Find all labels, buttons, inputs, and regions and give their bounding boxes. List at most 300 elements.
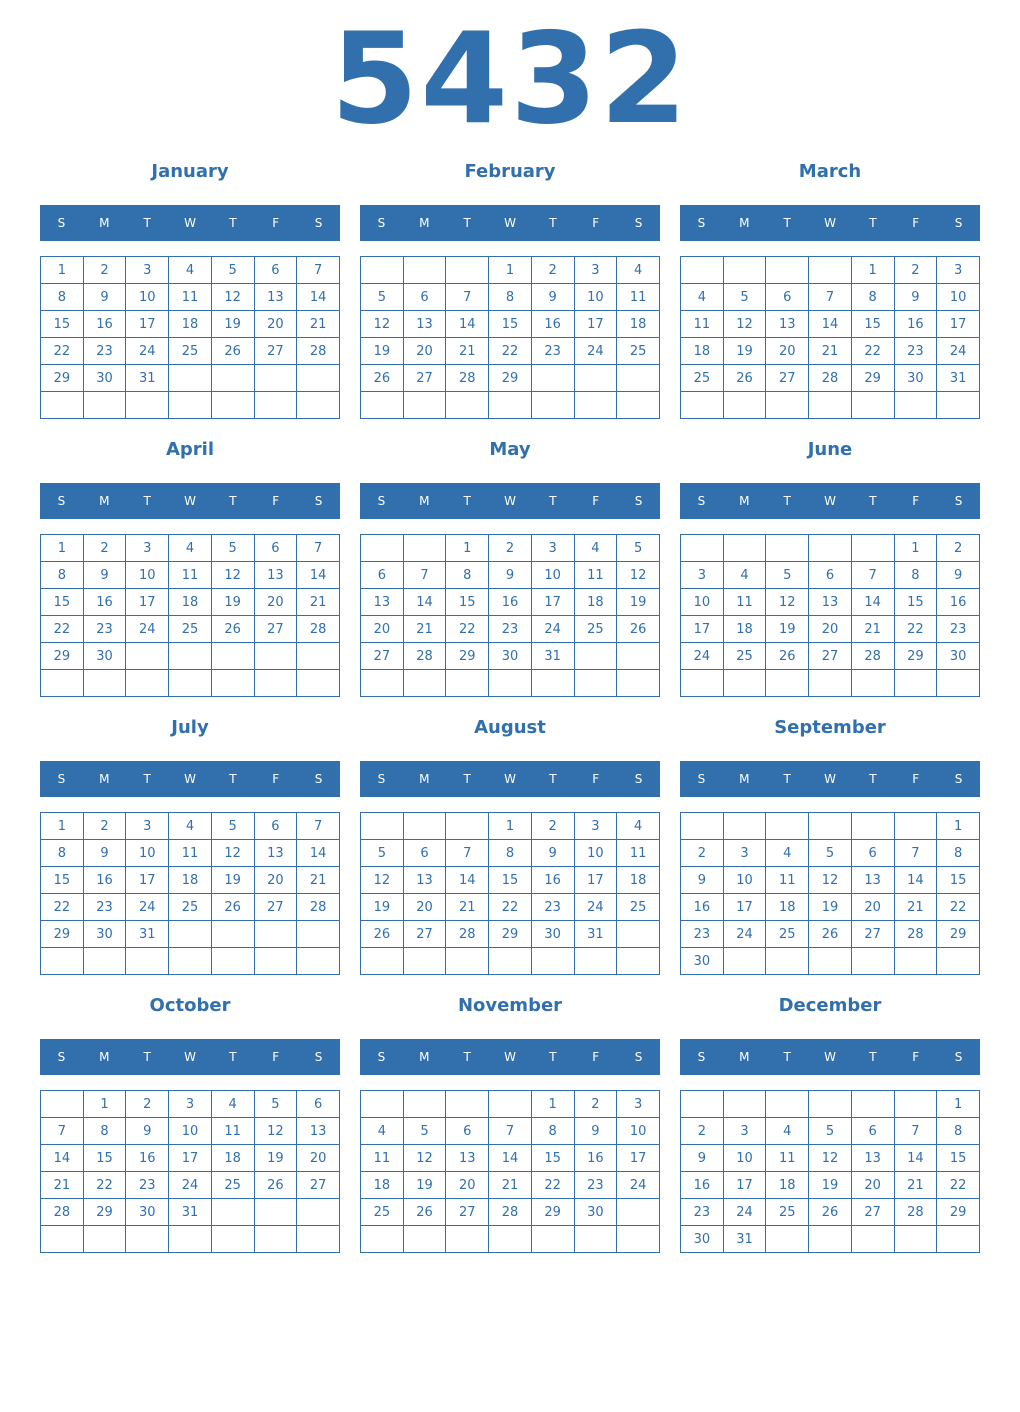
day-cell: 12 [254, 1118, 297, 1145]
weekday-label: T [783, 494, 791, 508]
day-cell [766, 948, 809, 975]
weekday-label: T [229, 772, 237, 786]
day-cell: 3 [126, 257, 169, 284]
day-cell: 6 [809, 562, 852, 589]
weekday-label: W [504, 216, 516, 230]
day-cell: 12 [617, 562, 660, 589]
week-row [681, 948, 980, 975]
day-cell [766, 257, 809, 284]
day-cell: 7 [446, 840, 489, 867]
day-cell: 24 [169, 1172, 212, 1199]
week-row [41, 338, 340, 365]
day-cell: 30 [937, 643, 980, 670]
day-cell: 20 [851, 1172, 894, 1199]
weekday-label: S [697, 1050, 706, 1064]
day-cell: 29 [937, 921, 980, 948]
day-cell [766, 535, 809, 562]
day-cell: 8 [937, 840, 980, 867]
day-cell: 7 [297, 257, 340, 284]
day-cell [617, 365, 660, 392]
weekday-label: T [463, 772, 471, 786]
year-title: 5432 [330, 5, 690, 152]
day-cell: 13 [403, 311, 446, 338]
day-cell [894, 670, 937, 697]
day-cell: 31 [574, 921, 617, 948]
weekday-label: W [824, 1050, 836, 1064]
week-row [681, 392, 980, 419]
day-cell: 26 [403, 1199, 446, 1226]
weekday-label: T [549, 1050, 557, 1064]
day-cell [297, 643, 340, 670]
day-cell [361, 1226, 404, 1253]
day-cell: 26 [723, 365, 766, 392]
day-cell: 31 [723, 1226, 766, 1253]
day-cell: 25 [169, 338, 212, 365]
day-cell: 23 [574, 1172, 617, 1199]
day-cell: 14 [297, 840, 340, 867]
weekday-label: S [954, 494, 963, 508]
weekday-label: S [377, 494, 386, 508]
week-row [681, 670, 980, 697]
weekday-label: M [419, 772, 430, 786]
day-cell: 16 [83, 867, 126, 894]
day-cell: 7 [41, 1118, 84, 1145]
weekday-header [40, 483, 340, 519]
day-cell: 13 [766, 311, 809, 338]
week-row [41, 1118, 340, 1145]
day-cell: 13 [809, 589, 852, 616]
day-cell: 11 [766, 867, 809, 894]
day-cell: 18 [617, 867, 660, 894]
day-cell [41, 1091, 84, 1118]
day-cell: 18 [766, 1172, 809, 1199]
day-cell: 9 [489, 562, 532, 589]
day-cell [574, 392, 617, 419]
weekday-label: T [463, 1050, 471, 1064]
day-cell: 30 [531, 921, 574, 948]
week-row [41, 894, 340, 921]
day-cell [446, 257, 489, 284]
week-row [361, 284, 660, 311]
day-cell: 23 [126, 1172, 169, 1199]
day-cell: 27 [766, 365, 809, 392]
day-cell: 18 [361, 1172, 404, 1199]
day-cell: 13 [254, 562, 297, 589]
day-cell: 7 [403, 562, 446, 589]
day-cell [617, 670, 660, 697]
day-cell: 28 [446, 365, 489, 392]
day-cell: 22 [83, 1172, 126, 1199]
week-row [361, 894, 660, 921]
day-cell [297, 921, 340, 948]
day-cell: 17 [531, 589, 574, 616]
day-cell [254, 365, 297, 392]
day-cell: 3 [681, 562, 724, 589]
week-row [41, 948, 340, 975]
day-cell: 10 [723, 1145, 766, 1172]
day-cell: 25 [211, 1172, 254, 1199]
day-cell: 2 [83, 257, 126, 284]
day-cell [126, 670, 169, 697]
weekday-label: T [549, 494, 557, 508]
day-cell [574, 643, 617, 670]
day-cell: 25 [617, 894, 660, 921]
week-row [41, 1091, 340, 1118]
month-name: May [489, 439, 531, 460]
day-cell: 17 [126, 867, 169, 894]
day-cell: 18 [169, 867, 212, 894]
day-cell: 13 [254, 284, 297, 311]
weekday-label: S [57, 772, 66, 786]
week-row [681, 257, 980, 284]
week-row [361, 921, 660, 948]
weekday-header [360, 1039, 660, 1075]
day-cell: 24 [126, 894, 169, 921]
weekday-label: F [592, 494, 600, 508]
day-cell: 29 [446, 643, 489, 670]
weekday-header [40, 205, 340, 241]
day-cell: 20 [851, 894, 894, 921]
weekday-label: T [869, 1050, 877, 1064]
week-row [41, 1199, 340, 1226]
day-cell: 15 [851, 311, 894, 338]
day-cell: 10 [126, 284, 169, 311]
day-cell: 18 [766, 894, 809, 921]
day-cell: 28 [894, 921, 937, 948]
day-cell [297, 670, 340, 697]
day-cell: 13 [851, 1145, 894, 1172]
day-cell: 4 [681, 284, 724, 311]
day-cell: 30 [126, 1199, 169, 1226]
day-cell [254, 921, 297, 948]
day-grid [360, 812, 660, 975]
day-cell: 6 [254, 813, 297, 840]
week-row [361, 365, 660, 392]
day-cell: 21 [297, 867, 340, 894]
weekday-label: F [912, 494, 920, 508]
day-cell [851, 1226, 894, 1253]
day-cell: 29 [531, 1199, 574, 1226]
day-cell: 28 [446, 921, 489, 948]
day-cell [83, 948, 126, 975]
day-cell: 19 [809, 894, 852, 921]
day-cell [681, 670, 724, 697]
weekday-label: M [99, 216, 110, 230]
day-cell: 28 [297, 894, 340, 921]
weekday-label: T [143, 772, 151, 786]
day-cell: 23 [894, 338, 937, 365]
day-cell [851, 948, 894, 975]
day-cell: 26 [766, 643, 809, 670]
day-cell: 14 [489, 1145, 532, 1172]
week-row [681, 643, 980, 670]
weekday-label: S [314, 494, 323, 508]
day-cell [851, 670, 894, 697]
week-row [681, 840, 980, 867]
day-cell: 24 [574, 338, 617, 365]
day-cell: 15 [531, 1145, 574, 1172]
day-cell [489, 948, 532, 975]
day-cell: 10 [574, 284, 617, 311]
day-cell: 30 [894, 365, 937, 392]
day-cell: 20 [766, 338, 809, 365]
day-cell: 30 [574, 1199, 617, 1226]
day-cell: 19 [723, 338, 766, 365]
weekday-label: F [272, 772, 280, 786]
day-cell: 17 [574, 867, 617, 894]
day-cell: 16 [531, 311, 574, 338]
day-grid [360, 534, 660, 697]
day-cell [403, 1226, 446, 1253]
day-cell: 3 [723, 1118, 766, 1145]
week-row [41, 840, 340, 867]
day-cell: 14 [297, 284, 340, 311]
day-cell: 14 [851, 589, 894, 616]
day-cell: 17 [126, 311, 169, 338]
week-row [681, 1172, 980, 1199]
weekday-label: M [739, 216, 750, 230]
day-cell: 26 [809, 1199, 852, 1226]
day-cell [937, 392, 980, 419]
day-cell: 1 [489, 257, 532, 284]
week-row [41, 670, 340, 697]
week-row [41, 867, 340, 894]
day-cell: 9 [126, 1118, 169, 1145]
day-cell: 9 [531, 840, 574, 867]
day-cell: 16 [83, 589, 126, 616]
weekday-label: S [697, 772, 706, 786]
day-cell: 11 [617, 840, 660, 867]
weekday-label: M [419, 1050, 430, 1064]
day-cell: 14 [297, 562, 340, 589]
day-cell: 7 [446, 284, 489, 311]
day-cell: 26 [254, 1172, 297, 1199]
day-cell: 28 [403, 643, 446, 670]
day-cell: 3 [126, 813, 169, 840]
weekday-label: S [954, 1050, 963, 1064]
day-cell: 17 [937, 311, 980, 338]
day-cell: 25 [169, 894, 212, 921]
day-cell: 8 [41, 840, 84, 867]
day-cell: 30 [83, 921, 126, 948]
day-cell [531, 670, 574, 697]
day-cell [894, 1226, 937, 1253]
day-cell: 11 [169, 562, 212, 589]
day-cell: 9 [83, 562, 126, 589]
day-cell [41, 670, 84, 697]
day-cell: 7 [894, 1118, 937, 1145]
day-cell [489, 392, 532, 419]
day-cell: 30 [681, 1226, 724, 1253]
month-name: October [149, 995, 231, 1016]
day-cell [851, 1091, 894, 1118]
day-cell: 4 [723, 562, 766, 589]
day-cell: 24 [723, 921, 766, 948]
day-cell: 5 [617, 535, 660, 562]
day-cell: 16 [83, 311, 126, 338]
week-row [41, 392, 340, 419]
day-cell: 2 [531, 813, 574, 840]
weekday-label: F [592, 772, 600, 786]
week-row [681, 535, 980, 562]
month-name: September [774, 717, 886, 738]
day-cell [297, 392, 340, 419]
day-cell [403, 670, 446, 697]
day-cell: 1 [41, 257, 84, 284]
day-cell: 9 [83, 284, 126, 311]
day-cell [617, 1226, 660, 1253]
day-cell: 21 [297, 311, 340, 338]
day-cell: 27 [254, 338, 297, 365]
day-cell [446, 670, 489, 697]
day-cell: 6 [254, 257, 297, 284]
day-cell: 18 [169, 311, 212, 338]
day-cell [41, 1226, 84, 1253]
day-cell [766, 1091, 809, 1118]
day-cell: 22 [41, 338, 84, 365]
day-cell: 2 [489, 535, 532, 562]
weekday-label: M [739, 1050, 750, 1064]
weekday-label: M [99, 494, 110, 508]
day-cell: 14 [446, 867, 489, 894]
week-row [361, 311, 660, 338]
week-row [361, 1145, 660, 1172]
day-cell: 26 [211, 616, 254, 643]
weekday-label: F [912, 216, 920, 230]
day-cell [489, 670, 532, 697]
weekday-label: F [272, 1050, 280, 1064]
day-cell: 28 [809, 365, 852, 392]
day-cell: 13 [446, 1145, 489, 1172]
day-cell: 30 [489, 643, 532, 670]
weekday-label: S [314, 1050, 323, 1064]
week-row [681, 1226, 980, 1253]
day-cell [809, 1091, 852, 1118]
day-cell [403, 257, 446, 284]
day-cell: 3 [937, 257, 980, 284]
week-row [361, 813, 660, 840]
week-row [681, 894, 980, 921]
day-grid [680, 534, 980, 697]
day-cell: 1 [531, 1091, 574, 1118]
day-cell: 16 [574, 1145, 617, 1172]
day-cell: 22 [446, 616, 489, 643]
day-cell [211, 392, 254, 419]
day-cell: 10 [531, 562, 574, 589]
day-cell: 31 [126, 365, 169, 392]
day-cell: 3 [126, 535, 169, 562]
day-cell: 26 [809, 921, 852, 948]
day-cell: 8 [83, 1118, 126, 1145]
day-cell: 9 [681, 1145, 724, 1172]
day-cell: 2 [937, 535, 980, 562]
day-cell: 21 [446, 338, 489, 365]
day-cell: 29 [489, 921, 532, 948]
day-cell: 2 [681, 1118, 724, 1145]
day-cell: 27 [254, 894, 297, 921]
day-cell: 20 [254, 311, 297, 338]
day-grid [40, 256, 340, 419]
day-cell [297, 948, 340, 975]
week-row [361, 840, 660, 867]
day-cell [254, 670, 297, 697]
week-row [361, 338, 660, 365]
weekday-label: T [463, 494, 471, 508]
day-cell: 15 [83, 1145, 126, 1172]
day-cell: 29 [894, 643, 937, 670]
day-cell: 19 [403, 1172, 446, 1199]
day-cell [211, 365, 254, 392]
day-cell: 6 [403, 840, 446, 867]
day-cell [446, 948, 489, 975]
day-cell: 17 [126, 589, 169, 616]
day-cell: 7 [851, 562, 894, 589]
day-cell [361, 948, 404, 975]
day-cell [169, 365, 212, 392]
day-cell: 27 [297, 1172, 340, 1199]
weekday-label: W [504, 494, 516, 508]
day-cell: 4 [211, 1091, 254, 1118]
day-cell [126, 1226, 169, 1253]
day-cell: 20 [254, 589, 297, 616]
weekday-label: W [504, 1050, 516, 1064]
week-row [41, 535, 340, 562]
day-cell: 11 [617, 284, 660, 311]
day-cell: 23 [83, 338, 126, 365]
day-cell: 1 [937, 813, 980, 840]
day-cell: 27 [446, 1199, 489, 1226]
day-cell: 29 [83, 1199, 126, 1226]
week-row [361, 867, 660, 894]
day-cell: 11 [766, 1145, 809, 1172]
week-row [681, 616, 980, 643]
day-cell [937, 670, 980, 697]
weekday-label: S [954, 216, 963, 230]
day-cell [169, 921, 212, 948]
day-cell: 5 [723, 284, 766, 311]
day-cell [169, 670, 212, 697]
day-cell [83, 1226, 126, 1253]
day-cell: 6 [254, 535, 297, 562]
day-cell [361, 813, 404, 840]
day-cell: 31 [937, 365, 980, 392]
month-name: December [778, 995, 882, 1016]
weekday-label: T [783, 1050, 791, 1064]
day-cell: 27 [254, 616, 297, 643]
day-cell: 10 [617, 1118, 660, 1145]
day-cell: 21 [809, 338, 852, 365]
day-cell: 26 [617, 616, 660, 643]
day-cell: 17 [617, 1145, 660, 1172]
day-cell: 1 [894, 535, 937, 562]
day-cell: 1 [489, 813, 532, 840]
week-row [681, 1091, 980, 1118]
day-cell: 6 [766, 284, 809, 311]
day-cell [254, 948, 297, 975]
day-cell [723, 392, 766, 419]
day-cell: 23 [681, 921, 724, 948]
day-cell [211, 921, 254, 948]
day-cell: 20 [297, 1145, 340, 1172]
day-cell [403, 1091, 446, 1118]
day-cell [361, 257, 404, 284]
day-cell: 26 [361, 365, 404, 392]
week-row [361, 670, 660, 697]
day-cell: 25 [681, 365, 724, 392]
day-cell: 10 [126, 840, 169, 867]
day-cell: 10 [574, 840, 617, 867]
day-cell: 1 [83, 1091, 126, 1118]
